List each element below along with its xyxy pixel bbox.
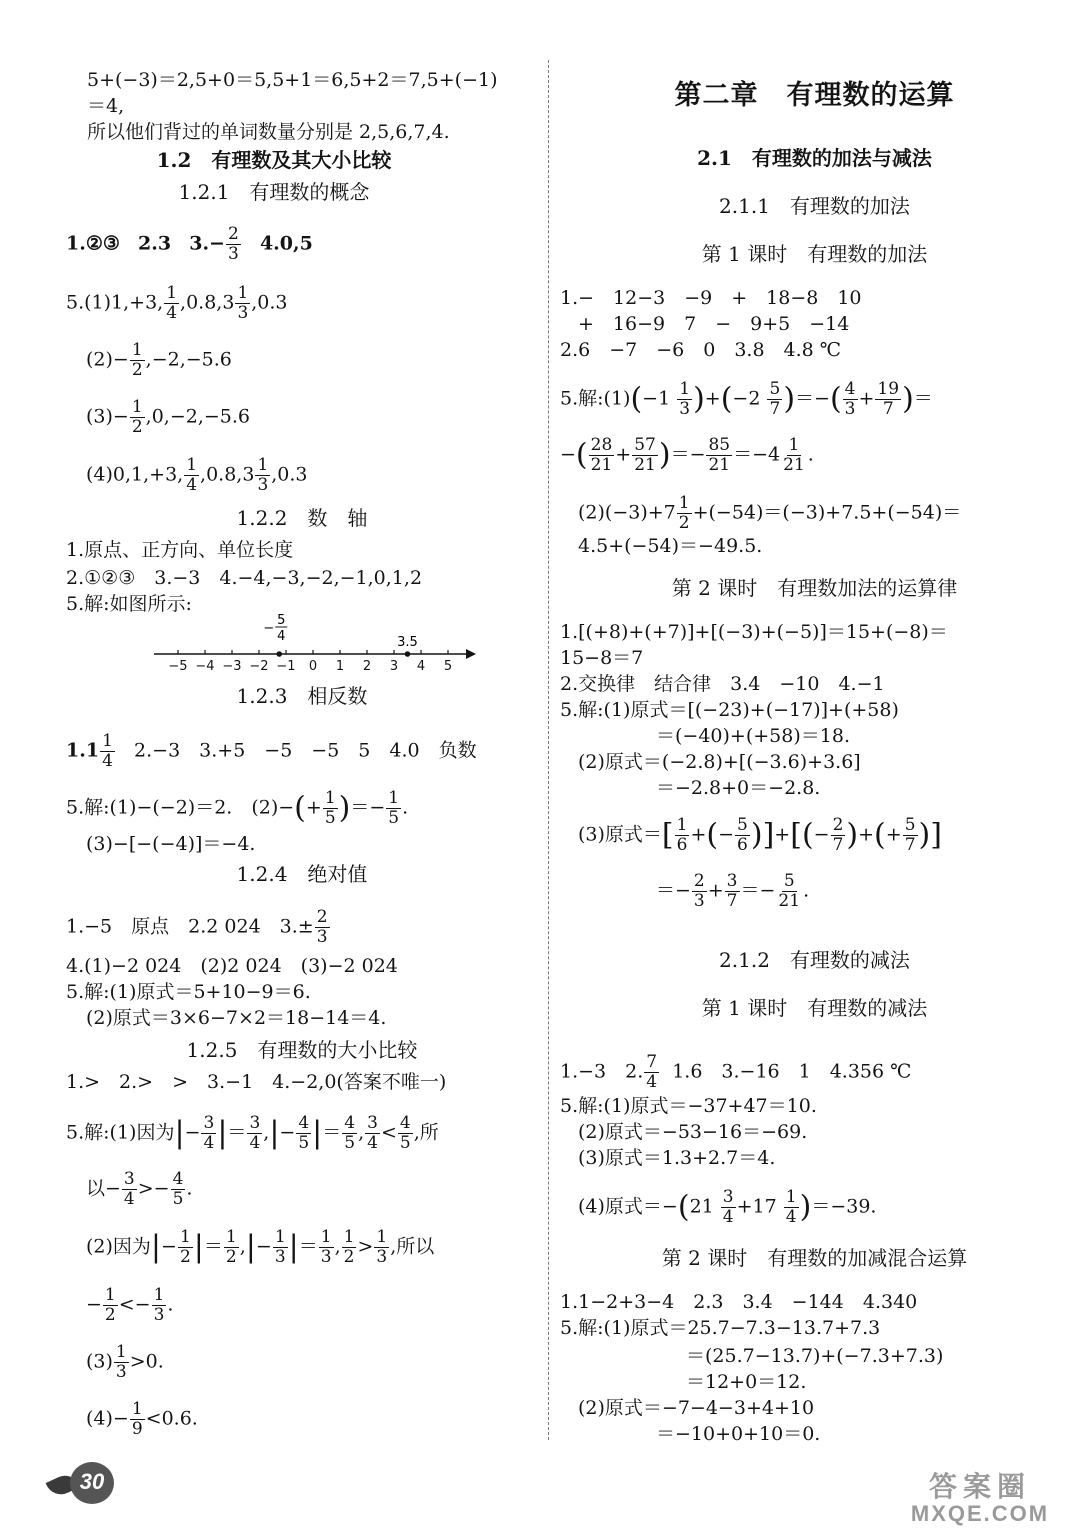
answer-line: 4.(1)−2 024 (2)2 024 (3)−2 024 xyxy=(66,955,398,977)
answer-line: 所以他们背过的单词数量分别是 2,5,6,7,4. xyxy=(87,121,450,143)
fraction: $\frac{5}{6}$ xyxy=(737,815,748,855)
answer-line: (3)原式＝1.3+2.7＝4. xyxy=(578,1147,776,1169)
answer-line: (2)(−3)+7 $\frac{1}{2}$ +(−54)＝(−3)+7.5+(−54)＝ xyxy=(578,493,962,533)
fraction: $\frac{1}{2}$ xyxy=(225,1227,237,1267)
fraction: $\frac{1}{3}$ xyxy=(679,379,691,419)
number-line-arrow xyxy=(466,649,476,659)
fraction: $\frac{19}{7}$ xyxy=(877,379,900,419)
fraction: $\frac{1}{5}$ xyxy=(324,788,336,828)
point-label-numerator: 5 xyxy=(277,613,286,628)
answer-line: ＝(25.7−13.7)+(−7.3+7.3) xyxy=(686,1345,944,1367)
subsection-heading: 1.2.1 有理数的概念 xyxy=(178,180,370,204)
answer-line: 5.解:(1)因为|− $\frac{3}{4}$ |＝ $\frac{3}{4}$ ,|− $\frac{4}{5}$ |＝ $\frac{4}{5}$ , $\frac{3}{4}$ < $\frac{4}{5}$ ,所 xyxy=(66,1113,439,1153)
fraction: $\frac{3}{4}$ xyxy=(367,1113,378,1153)
answer-line: 5.解:(1)原式＝−37+47＝10. xyxy=(560,1095,817,1117)
answer-line: (2)原式＝3×6−7×2＝18−14＝4. xyxy=(86,1007,387,1029)
subsection-heading: 1.2.2 数 轴 xyxy=(236,506,368,530)
number-line-tick-label: 5 xyxy=(443,659,453,674)
page-number-badge xyxy=(48,1458,120,1510)
answer-line: 5.解:如图所示: xyxy=(66,593,192,615)
answer-line: 1.原点、正方向、单位长度 xyxy=(66,539,294,561)
fraction: $\frac{4}{3}$ xyxy=(844,379,856,419)
lesson-heading: 第 1 课时 有理数的减法 xyxy=(701,996,928,1020)
fraction: $\frac{1}{3}$ xyxy=(257,455,269,495)
answer-line: 5.解:(1)(−1 $\frac{1}{3}$ )+(−2 $\frac{5}{7}$ )＝−( $\frac{4}{3}$ + $\frac{19}{7}$ )＝ xyxy=(560,379,933,419)
watermark-line-1: 答案圈 xyxy=(928,1471,1031,1502)
fraction: $\frac{1}{2}$ xyxy=(131,340,143,380)
answer-line: 2.①②③ 3.−3 4.−4,−3,−2,−1,0,1,2 xyxy=(66,567,423,589)
answer-line: ＝− $\frac{2}{3}$ + $\frac{3}{7}$ ＝− $\frac{5}{21}$ . xyxy=(656,871,810,911)
answer-line: (3)− $\frac{1}{2}$ ,0,−2,−5.6 xyxy=(86,397,251,437)
answer-line: ＝(−40)+(+58)＝18. xyxy=(656,725,850,747)
answer-line: + 16−9 7 − 9+5 −14 xyxy=(578,313,850,335)
answer-line: 4.5+(−54)＝−49.5. xyxy=(578,535,763,557)
fraction: $\frac{1}{2}$ xyxy=(179,1227,191,1267)
answer-line: − $\frac{1}{2}$ <− $\frac{1}{3}$ . xyxy=(86,1285,174,1325)
number-line-tick-label: −1 xyxy=(276,659,296,674)
fraction: $\frac{1}{4}$ xyxy=(102,731,113,771)
answer-line: 5.解:(1)原式＝25.7−7.3−13.7+7.3 xyxy=(560,1317,881,1339)
fraction: $\frac{1}{4}$ xyxy=(166,283,178,323)
answer-line: ＝−10+0+10＝0. xyxy=(656,1423,821,1445)
lesson-heading: 第 2 课时 有理数加法的运算律 xyxy=(671,576,958,600)
fraction: $\frac{1}{3}$ xyxy=(237,283,249,323)
fraction: $\frac{1}{9}$ xyxy=(131,1399,143,1439)
number-line-tick-label: 3 xyxy=(389,659,399,674)
answer-line: 5+(−3)＝2,5+0＝5,5+1＝6,5+2＝7,5+(−1) xyxy=(87,69,498,91)
fraction: $\frac{1}{4}$ xyxy=(186,455,198,495)
fraction: $\frac{57}{21}$ xyxy=(634,435,656,475)
fraction: $\frac{3}{4}$ xyxy=(722,1187,734,1227)
answer-line: 1.[(+8)+(+7)]+[(−3)+(−5)]＝15+(−8)＝ xyxy=(560,621,948,643)
answer-line: 5.(1)1,+3, $\frac{1}{4}$ ,0.8,3 $\frac{1}{3}$ ,0.3 xyxy=(66,283,288,323)
fraction: $\frac{1}{3}$ xyxy=(274,1227,286,1267)
number-line-tick-label: 2 xyxy=(362,659,372,674)
subsection-heading: 1.2.4 绝对值 xyxy=(236,862,368,886)
right-column xyxy=(548,0,1081,1536)
answer-line: (2)因为|− $\frac{1}{2}$ |＝ $\frac{1}{2}$ ,|− $\frac{1}{3}$ |＝ $\frac{1}{3}$ , $\frac{1}{2}$ > $\frac{1}{3}$ ,所以 xyxy=(86,1227,435,1267)
answer-line: 5.解:(1)−(−2)＝2. (2)−(+ $\frac{1}{5}$ )＝− $\frac{1}{5}$ . xyxy=(66,788,409,828)
answer-line: (3)−[−(−4)]＝−4. xyxy=(86,833,256,855)
fraction: $\frac{1}{2}$ xyxy=(343,1227,355,1267)
fraction: $\frac{28}{21}$ xyxy=(590,435,613,475)
point-negative-five-fourths xyxy=(276,651,282,657)
answer-line: (2)− $\frac{1}{2}$ ,−2,−5.6 xyxy=(86,340,232,380)
answer-line: 2.交换律 结合律 3.4 −10 4.−1 xyxy=(560,673,885,695)
point-label-denominator: 4 xyxy=(277,629,286,644)
subsection-heading: 1.2.5 有理数的大小比较 xyxy=(186,1038,418,1062)
answer-line: (2)原式＝(−2.8)+[(−3.6)+3.6] xyxy=(578,751,861,773)
fraction: $\frac{4}{5}$ xyxy=(298,1113,310,1153)
fraction: $\frac{2}{3}$ xyxy=(693,871,705,911)
answer-line: 5.解:(1)原式＝5+10−9＝6. xyxy=(66,981,311,1003)
answer-line: ＝4, xyxy=(87,95,125,117)
fraction: $\frac{1}{6}$ xyxy=(676,815,688,855)
answer-line: −( $\frac{28}{21}$ + $\frac{57}{21}$ )＝− $\frac{85}{21}$ ＝−4 $\frac{1}{21}$ . xyxy=(560,435,814,475)
fraction: $\frac{1}{3}$ xyxy=(115,1342,127,1382)
number-line-tick-label: −3 xyxy=(222,659,242,674)
watermark-line-2: MXQE.COM xyxy=(910,1501,1050,1526)
answer-line: 1.②③ 2.3 3.− $\frac{2}{3}$ 4.0,5 xyxy=(66,224,313,264)
fraction: $\frac{5}{21}$ xyxy=(778,871,801,911)
answer-line: 1.− 12−3 −9 + 18−8 10 xyxy=(560,287,862,309)
number-line-tick-label: −5 xyxy=(168,659,188,674)
answer-line: 1.−3 2. $\frac{7}{4}$ 1.6 3.−16 1 4.356 ℃ xyxy=(560,1052,912,1092)
answer-line: 2.6 −7 −6 0 3.8 4.8 ℃ xyxy=(560,339,842,361)
fraction: $\frac{1}{5}$ xyxy=(388,788,400,828)
number-line-tick-label: 0 xyxy=(308,659,318,674)
fraction: $\frac{1}{4}$ xyxy=(785,1187,797,1227)
fraction: $\frac{1}{21}$ xyxy=(783,435,805,475)
fraction: $\frac{4}{5}$ xyxy=(172,1169,184,1209)
fraction: $\frac{1}{2}$ xyxy=(678,493,690,533)
fraction: $\frac{4}{5}$ xyxy=(399,1113,411,1153)
fraction: $\frac{2}{3}$ xyxy=(316,907,328,947)
answer-line: (2)原式＝−53−16＝−69. xyxy=(578,1121,808,1143)
answer-line: (4)− $\frac{1}{9}$ <0.6. xyxy=(86,1399,198,1439)
fraction: $\frac{1}{3}$ xyxy=(320,1227,332,1267)
answer-line: (2)原式＝−7−4−3+4+10 xyxy=(578,1397,815,1419)
fraction: $\frac{5}{7}$ xyxy=(769,379,781,419)
answer-line: ＝−2.8+0＝−2.8. xyxy=(656,777,821,799)
answer-line: (3)原式＝[ $\frac{1}{6}$ +(− $\frac{5}{6}$ )]+[(− $\frac{2}{7}$ )+(+ $\frac{5}{7}$ )] xyxy=(578,815,942,855)
lesson-heading: 第 2 课时 有理数的加减混合运算 xyxy=(661,1246,968,1270)
number-line-tick-label: 1 xyxy=(335,659,345,674)
point-three-point-five xyxy=(405,651,411,657)
fraction: $\frac{5}{7}$ xyxy=(904,815,916,855)
answer-line: ＝12+0＝12. xyxy=(686,1371,807,1393)
answer-line: (3) $\frac{1}{3}$ >0. xyxy=(86,1342,164,1382)
page-number: 30 xyxy=(79,1469,105,1494)
subsection-heading: 1.2.3 相反数 xyxy=(236,684,368,708)
fraction: $\frac{3}{4}$ xyxy=(249,1113,261,1153)
point-label: 3.5 xyxy=(397,635,418,650)
answer-line: 1.−5 原点 2.2 024 3.± $\frac{2}{3}$ xyxy=(66,907,328,947)
fraction: $\frac{85}{21}$ xyxy=(708,435,731,475)
watermark xyxy=(895,1472,1065,1528)
answer-line: 5.解:(1)原式＝[(−23)+(−17)]+(+58) xyxy=(560,699,899,721)
answer-line: 15−8＝7 xyxy=(560,647,644,669)
answer-line: 以− $\frac{3}{4}$ >− $\frac{4}{5}$ . xyxy=(86,1169,193,1209)
fraction: $\frac{2}{7}$ xyxy=(832,815,844,855)
fraction: $\frac{2}{3}$ xyxy=(227,224,239,264)
fraction: $\frac{4}{5}$ xyxy=(344,1113,356,1153)
chapter-title: 第二章 有理数的运算 xyxy=(674,80,955,111)
subsection-heading: 2.1.2 有理数的减法 xyxy=(719,948,910,972)
fraction: $\frac{1}{3}$ xyxy=(376,1227,388,1267)
lesson-heading: 第 1 课时 有理数的加法 xyxy=(701,242,928,266)
answer-line: 1.> 2.> > 3.−1 4.−2,0(答案不唯一) xyxy=(66,1071,447,1093)
answer-line: (4)原式＝−(21 $\frac{3}{4}$ +17 $\frac{1}{4}$ )＝−39. xyxy=(578,1187,877,1227)
answer-line: (4)0,1,+3, $\frac{1}{4}$ ,0.8,3 $\frac{1}{3}$ ,0.3 xyxy=(86,455,308,495)
subsection-heading: 2.1.1 有理数的加法 xyxy=(719,194,910,218)
fraction: $\frac{3}{4}$ xyxy=(123,1169,135,1209)
number-line-tick-label: −4 xyxy=(195,659,215,674)
fraction: $\frac{7}{4}$ xyxy=(646,1052,658,1092)
fraction: $\frac{1}{2}$ xyxy=(104,1285,116,1325)
point-label-sign: − xyxy=(263,621,275,636)
number-line-tick-label: −2 xyxy=(249,659,269,674)
fraction: $\frac{1}{3}$ xyxy=(153,1285,165,1325)
number-line-tick-label: 4 xyxy=(416,659,426,674)
answer-line: 1.1−2+3−4 2.3 3.4 −144 4.340 xyxy=(560,1291,918,1313)
fraction: $\frac{3}{7}$ xyxy=(726,871,738,911)
fraction: $\frac{3}{4}$ xyxy=(203,1113,215,1153)
section-heading: 1.2 有理数及其大小比较 xyxy=(156,148,392,172)
number-line-figure xyxy=(150,612,480,684)
answer-line: 1.1 $\frac{1}{4}$ 2.−3 3.+5 −5 −5 5 4.0 负数 xyxy=(66,731,477,771)
fraction: $\frac{1}{2}$ xyxy=(131,397,143,437)
section-heading: 2.1 有理数的加法与减法 xyxy=(697,146,932,170)
